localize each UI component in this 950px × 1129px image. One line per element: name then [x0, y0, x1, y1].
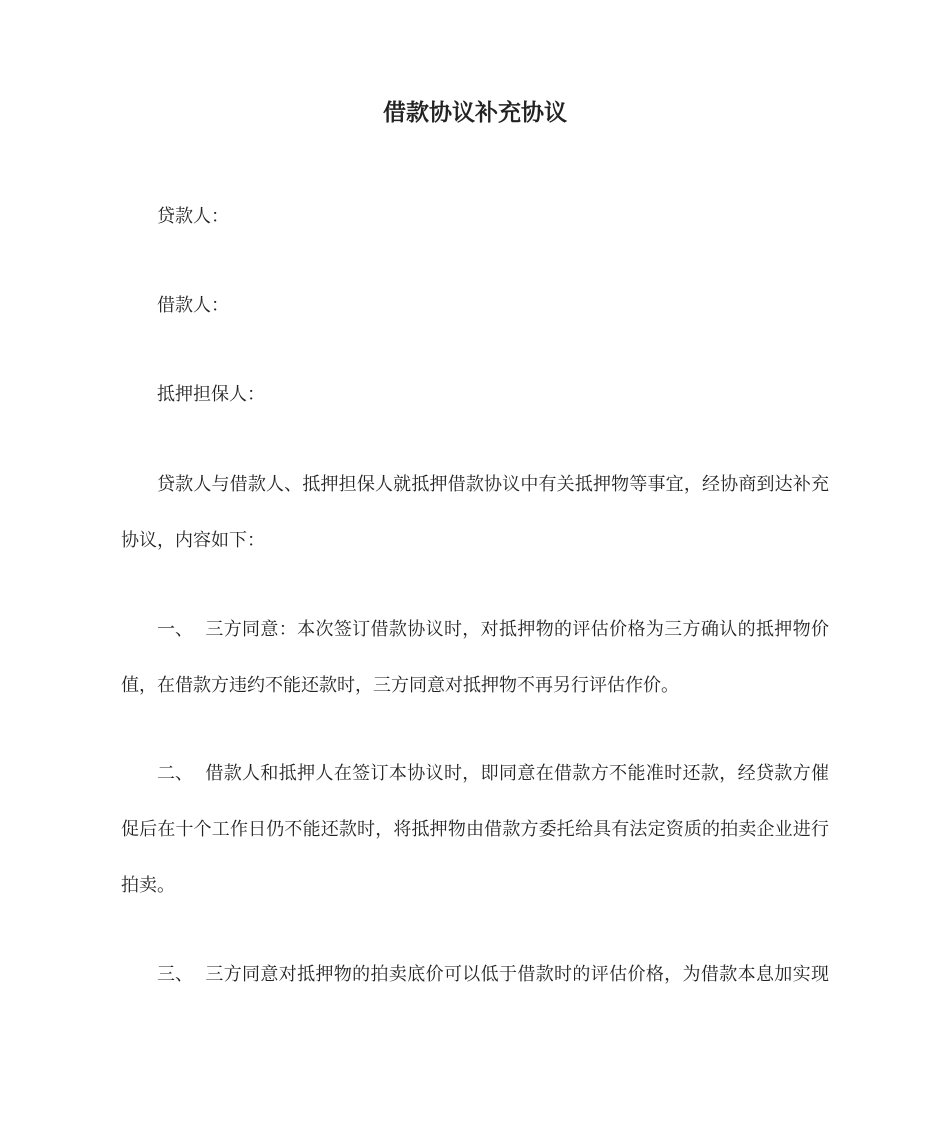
clause-1-line-2: 值，在借款方违约不能还款时，三方同意对抵押物不再另行评估作价。 — [121, 675, 679, 696]
guarantor-label: 抵押担保人： — [157, 384, 265, 405]
clause-3-line-1 — [157, 963, 829, 987]
borrower-label: 借款人： — [157, 295, 229, 316]
clause-3-number: 三、 — [157, 964, 193, 985]
clause-1-number: 一、 — [157, 619, 193, 640]
document-title: 借款协议补充协议 — [383, 100, 567, 126]
clause-2-number: 二、 — [157, 763, 193, 784]
clause-1-text-1: 三方同意：本次签订借款协议时，对抵押物的评估价格为三方确认的抵押物价 — [205, 619, 829, 640]
clause-2-line-3: 拍卖。 — [121, 875, 175, 896]
clause-2-line-2: 促后在十个工作日仍不能还款时，将抵押物由借款方委托给具有法定资质的拍卖企业进行 — [121, 819, 829, 840]
clause-2-line-1 — [157, 762, 829, 786]
clause-3-text-1: 三方同意对抵押物的拍卖底价可以低于借款时的评估价格，为借款本息加实现 — [205, 964, 829, 985]
clause-2-text-1: 借款人和抵押人在签订本协议时，即同意在借款方不能准时还款，经贷款方催 — [205, 763, 829, 784]
intro-line-2: 协议，内容如下： — [121, 530, 265, 551]
intro-line-1: 贷款人与借款人、抵押担保人就抵押借款协议中有关抵押物等事宜，经协商到达补充 — [157, 474, 829, 495]
clause-1-line-1 — [157, 618, 829, 642]
lender-label: 贷款人： — [157, 206, 229, 227]
